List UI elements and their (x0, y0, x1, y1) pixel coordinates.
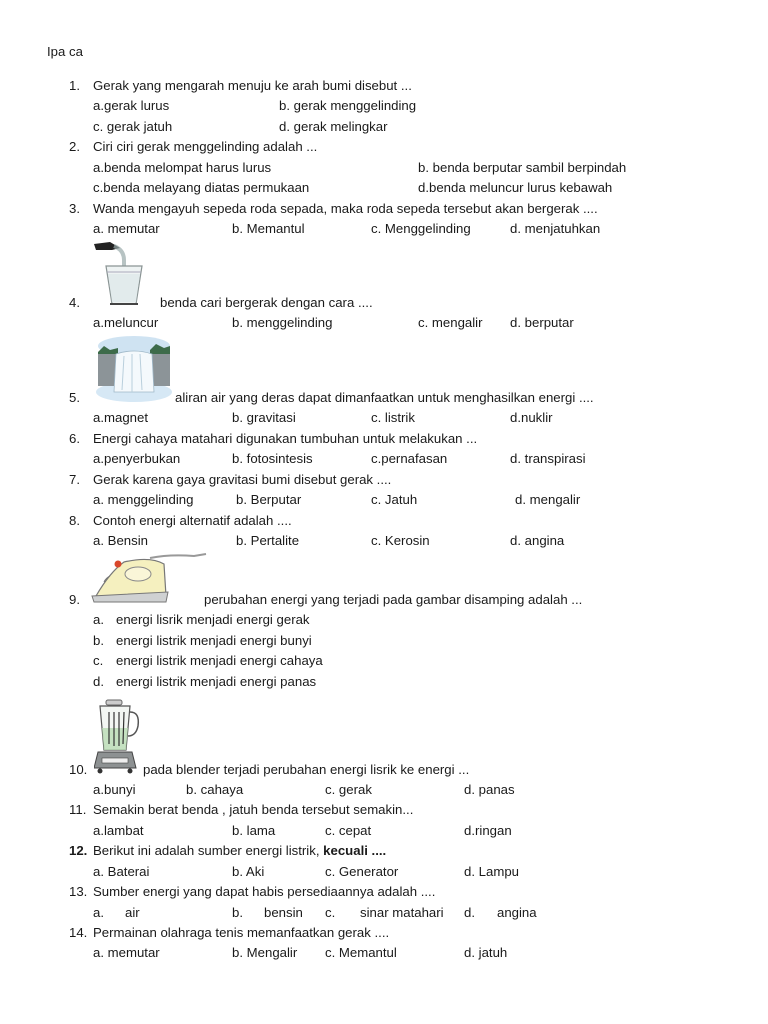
question-text: Wanda mengayuh sepeda roda sepada, maka roda sepeda tersebut akan bergerak .... (93, 201, 598, 216)
option-d: d.ringan (464, 823, 512, 838)
option-d-letter: d. (93, 674, 104, 689)
option-b: energi listrik menjadi energi bunyi (116, 633, 312, 648)
question-number: 12. (69, 843, 88, 858)
option-a: a. Bensin (93, 533, 148, 548)
question-number: 9. (69, 592, 80, 607)
option-c-letter: c. (325, 905, 336, 920)
option-d: d.benda meluncur lurus kebawah (418, 180, 613, 195)
option-c: c. gerak jatuh (93, 119, 173, 134)
option-c: c.pernafasan (371, 451, 448, 466)
option-b: b. cahaya (186, 782, 244, 797)
question-text: Sumber energi yang dapat habis persediaannya adalah .... (93, 884, 436, 899)
question-text-main: Berikut ini adalah sumber energi listrik, (93, 843, 320, 858)
option-c: sinar matahari (360, 905, 444, 920)
question-number: 11. (69, 802, 87, 817)
question-number: 2. (69, 139, 80, 154)
option-c: c. Menggelinding (371, 221, 471, 236)
question-text (93, 843, 386, 859)
question-text: Ciri ciri gerak menggelinding adalah ... (93, 139, 318, 154)
option-c: c. Memantul (325, 945, 397, 960)
waterfall-image (94, 334, 174, 402)
option-c: c. mengalir (418, 315, 483, 330)
option-b: b. Berputar (236, 492, 302, 507)
option-d: d.nuklir (510, 410, 553, 425)
option-b: b. Memantul (232, 221, 305, 236)
question-text: Energi cahaya matahari digunakan tumbuhan untuk melakukan ... (93, 431, 478, 446)
question-number: 13. (69, 884, 88, 899)
option-d: d. transpirasi (510, 451, 586, 466)
option-b: b. gerak menggelinding (279, 98, 417, 113)
option-b-letter: b. (232, 905, 243, 920)
option-a-letter: a. (93, 612, 104, 627)
option-b: b. gravitasi (232, 410, 296, 425)
question-number: 10. (69, 762, 88, 777)
option-c: c. cepat (325, 823, 372, 838)
option-a: a. memutar (93, 945, 160, 960)
question-number: 14. (69, 925, 88, 940)
option-b: b. menggelinding (232, 315, 333, 330)
question-number: 7. (69, 472, 80, 487)
option-a: a.lambat (93, 823, 144, 838)
option-d: d. jatuh (464, 945, 508, 960)
question-text: benda cari bergerak dengan cara .... (160, 295, 373, 310)
option-b: b. Aki (232, 864, 265, 879)
question-text-emphasis: kecuali .... (323, 843, 387, 858)
option-b: b. lama (232, 823, 276, 838)
question-number: 3. (69, 201, 80, 216)
option-c: c.benda melayang diatas permukaan (93, 180, 310, 195)
blender-image (94, 698, 144, 776)
option-c: c. gerak (325, 782, 372, 797)
option-c: c. listrik (371, 410, 415, 425)
question-text: Semakin berat benda , jatuh benda tersebut semakin... (93, 802, 414, 817)
option-d: d. Lampu (464, 864, 519, 879)
question-number: 5. (69, 390, 80, 405)
option-d: angina (497, 905, 537, 920)
question-number: 8. (69, 513, 80, 528)
option-c-letter: c. (93, 653, 104, 668)
option-a: a.bunyi (93, 782, 136, 797)
electric-iron-image (90, 552, 208, 604)
question-text: pada blender terjadi perubahan energi lisrik ke energi ... (143, 762, 470, 777)
option-d-letter: d. (464, 905, 475, 920)
option-a: a.penyerbukan (93, 451, 181, 466)
option-b: bensin (264, 905, 303, 920)
option-c: c. Jatuh (371, 492, 418, 507)
option-b: b. benda berputar sambil berpindah (418, 160, 627, 175)
question-text: aliran air yang deras dapat dimanfaatkan untuk menghasilkan energi .... (175, 390, 594, 405)
option-a: air (125, 905, 140, 920)
option-a-letter: a. (93, 905, 104, 920)
option-b: b. Mengalir (232, 945, 298, 960)
option-a: a.benda melompat harus lurus (93, 160, 272, 175)
question-number: 6. (69, 431, 80, 446)
option-a: a. menggelinding (93, 492, 194, 507)
question-text: Contoh energi alternatif adalah .... (93, 513, 292, 528)
option-a: energi lisrik menjadi energi gerak (116, 612, 310, 627)
document-title: Ipa ca (47, 44, 83, 59)
option-c: c. Generator (325, 864, 399, 879)
option-a: a.meluncur (93, 315, 159, 330)
option-d: d. gerak melingkar (279, 119, 388, 134)
option-a: a.magnet (93, 410, 148, 425)
option-d: d. menjatuhkan (510, 221, 601, 236)
option-d: d. angina (510, 533, 565, 548)
option-b: b. fotosintesis (232, 451, 313, 466)
option-a: a.gerak lurus (93, 98, 170, 113)
option-b: b. Pertalite (236, 533, 300, 548)
option-d: d. berputar (510, 315, 574, 330)
option-c: energi listrik menjadi energi cahaya (116, 653, 323, 668)
option-d: d. mengalir (515, 492, 581, 507)
option-a: a. memutar (93, 221, 160, 236)
option-d: energi listrik menjadi energi panas (116, 674, 317, 689)
question-number: 1. (69, 78, 80, 93)
option-c: c. Kerosin (371, 533, 430, 548)
water-glass-image (90, 238, 156, 310)
option-b-letter: b. (93, 633, 104, 648)
question-number: 4. (69, 295, 80, 310)
question-text: Gerak karena gaya gravitasi bumi disebut gerak .... (93, 472, 392, 487)
question-text: Permainan olahraga tenis memanfaatkan gerak .... (93, 925, 390, 940)
option-d: d. panas (464, 782, 515, 797)
question-text: Gerak yang mengarah menuju ke arah bumi disebut ... (93, 78, 412, 93)
option-a: a. Baterai (93, 864, 150, 879)
question-text: perubahan energi yang terjadi pada gambar disamping adalah ... (204, 592, 583, 607)
